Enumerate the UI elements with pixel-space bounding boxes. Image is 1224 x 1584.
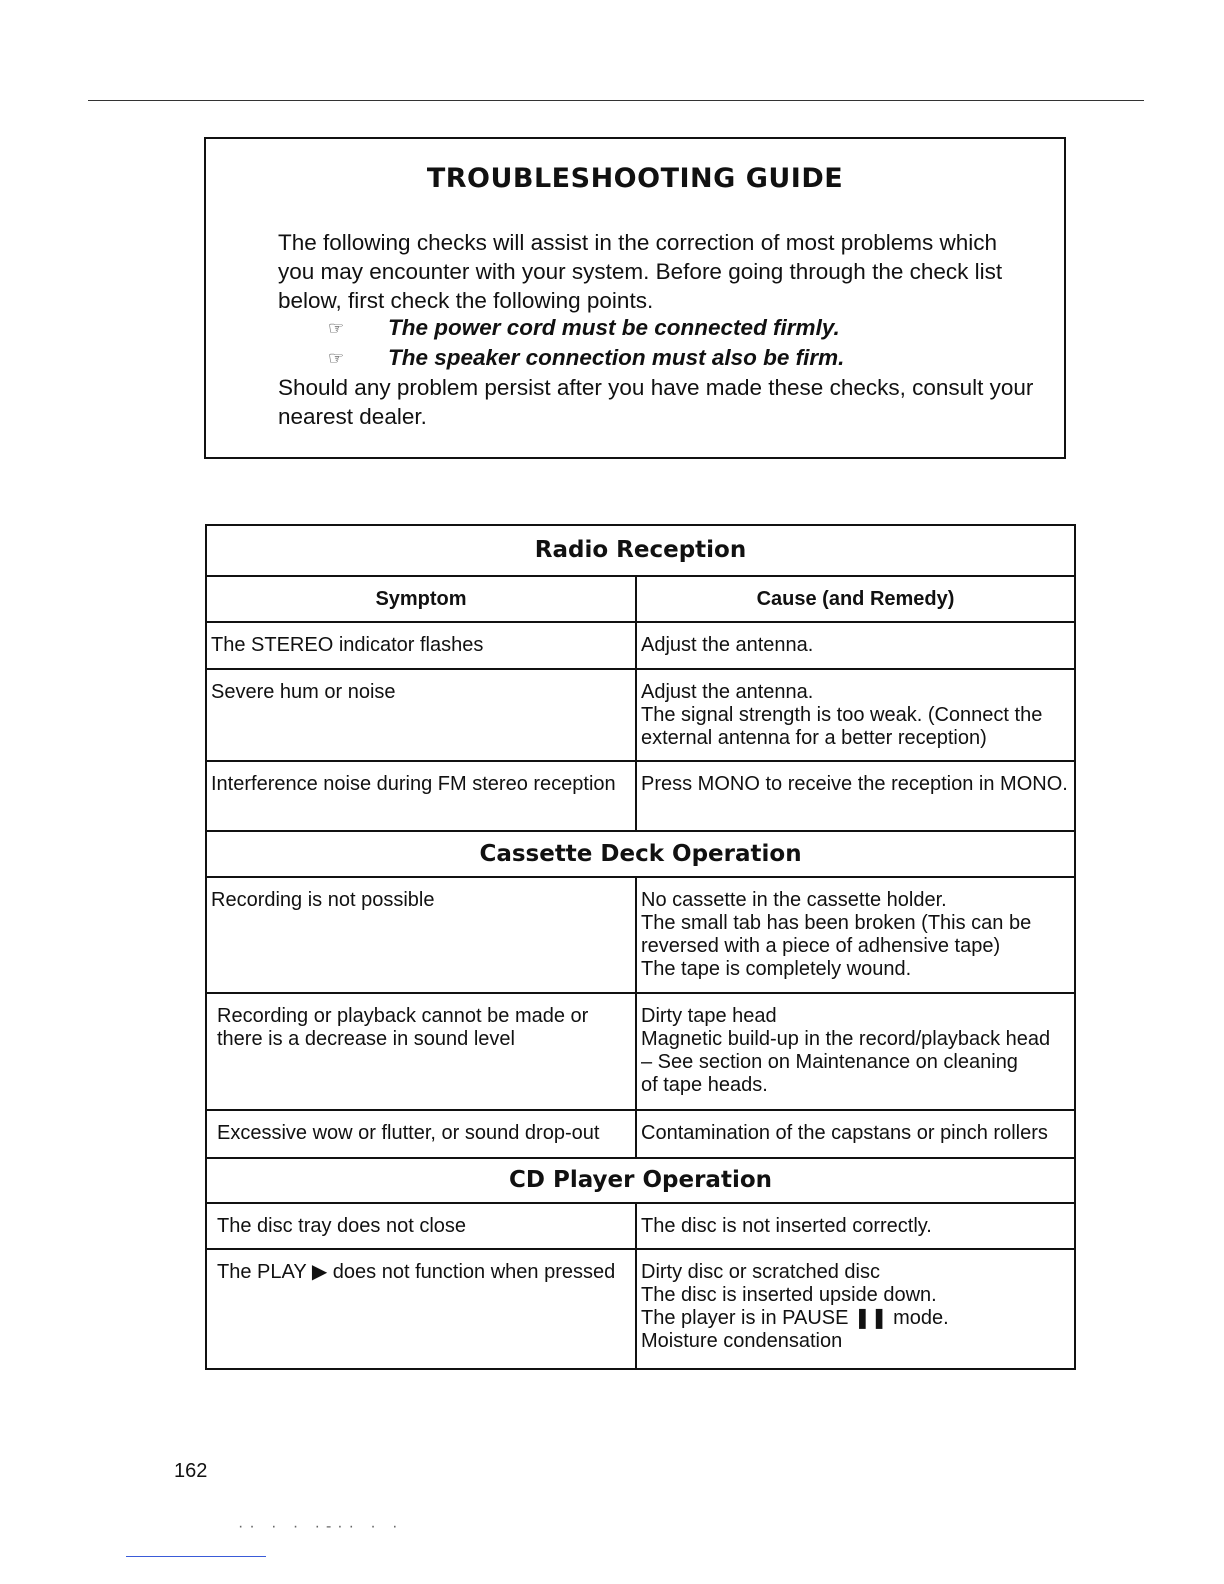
page-title: TROUBLESHOOTING GUIDE xyxy=(426,163,844,194)
check-point xyxy=(328,345,844,371)
cause-cell: Contamination of the capstans or pinch rollers xyxy=(641,1122,1048,1144)
page-number: 162 xyxy=(174,1460,208,1482)
section-header-row xyxy=(206,831,1075,877)
table-row xyxy=(206,761,1075,831)
section-header-row xyxy=(206,525,1075,576)
troubleshooting-intro-box xyxy=(204,137,1066,459)
table-row xyxy=(206,1249,1075,1369)
cause-cell: Dirty disc or scratched disc The disc is inserted upside down. The player is in PAUSE ❚❚ mode. Moisture condensation xyxy=(641,1261,949,1352)
table-row xyxy=(206,669,1075,761)
symptom-cell: Recording or playback cannot be made or there is a decrease in sound level xyxy=(217,1005,589,1050)
cause-cell: Adjust the antenna. The signal strength is too weak. (Connect the external antenna for a better reception) xyxy=(641,681,1043,749)
check-point-text: The power cord must be connected firmly. xyxy=(388,315,840,340)
symptom-cell: The STEREO indicator flashes xyxy=(211,634,484,656)
cause-cell: The disc is not inserted correctly. xyxy=(641,1215,932,1237)
column-header-symptom: Symptom xyxy=(206,576,636,622)
symptom-cell: The disc tray does not close xyxy=(217,1215,467,1237)
check-point-text: The speaker connection must also be firm. xyxy=(388,345,845,370)
troubleshooting-table xyxy=(205,524,1076,1370)
section-header-row xyxy=(206,1158,1075,1203)
pointing-hand-icon: ☞ xyxy=(328,318,345,338)
cause-cell: Adjust the antenna. xyxy=(641,634,814,656)
outro-paragraph: Should any problem persist after you have made these checks, consult your nearest dealer. xyxy=(278,375,1034,429)
column-header-cause: Cause (and Remedy) xyxy=(636,576,1075,622)
scan-artifact: ·· · · ·-·· · · xyxy=(238,1518,404,1535)
section-title: Radio Reception xyxy=(206,525,1075,576)
section-title: Cassette Deck Operation xyxy=(206,831,1075,877)
table-row xyxy=(206,1203,1075,1249)
symptom-cell: Severe hum or noise xyxy=(211,681,396,703)
cause-cell: No cassette in the cassette holder. The small tab has been broken (This can be reversed with a piece of adhensive tape) The tape is completely wound. xyxy=(641,889,1032,980)
symptom-cell: Excessive wow or flutter, or sound drop-out xyxy=(217,1122,600,1144)
footer-rule xyxy=(126,1556,266,1557)
symptom-cell: Interference noise during FM stereo reception xyxy=(211,773,616,795)
column-header-row xyxy=(206,576,1075,622)
check-point xyxy=(328,315,840,341)
table-row xyxy=(206,877,1075,993)
header-rule xyxy=(88,100,1144,101)
cause-cell: Dirty tape head Magnetic build-up in the record/playback head – See section on Maintenance on cleaning of tape heads. xyxy=(641,1005,1051,1096)
pointing-hand-icon: ☞ xyxy=(328,348,345,368)
table-row xyxy=(206,1110,1075,1158)
section-title: CD Player Operation xyxy=(206,1158,1075,1203)
table-row xyxy=(206,993,1075,1110)
cause-cell: Press MONO to receive the reception in MONO. xyxy=(641,773,1068,795)
intro-paragraph: The following checks will assist in the correction of most problems which you may encounter with your system. Before going through the check list below, first check the following points. xyxy=(278,230,1003,313)
symptom-cell: Recording is not possible xyxy=(211,889,435,911)
symptom-cell: The PLAY ▶ does not function when pressed xyxy=(217,1261,616,1283)
table-row xyxy=(206,622,1075,669)
